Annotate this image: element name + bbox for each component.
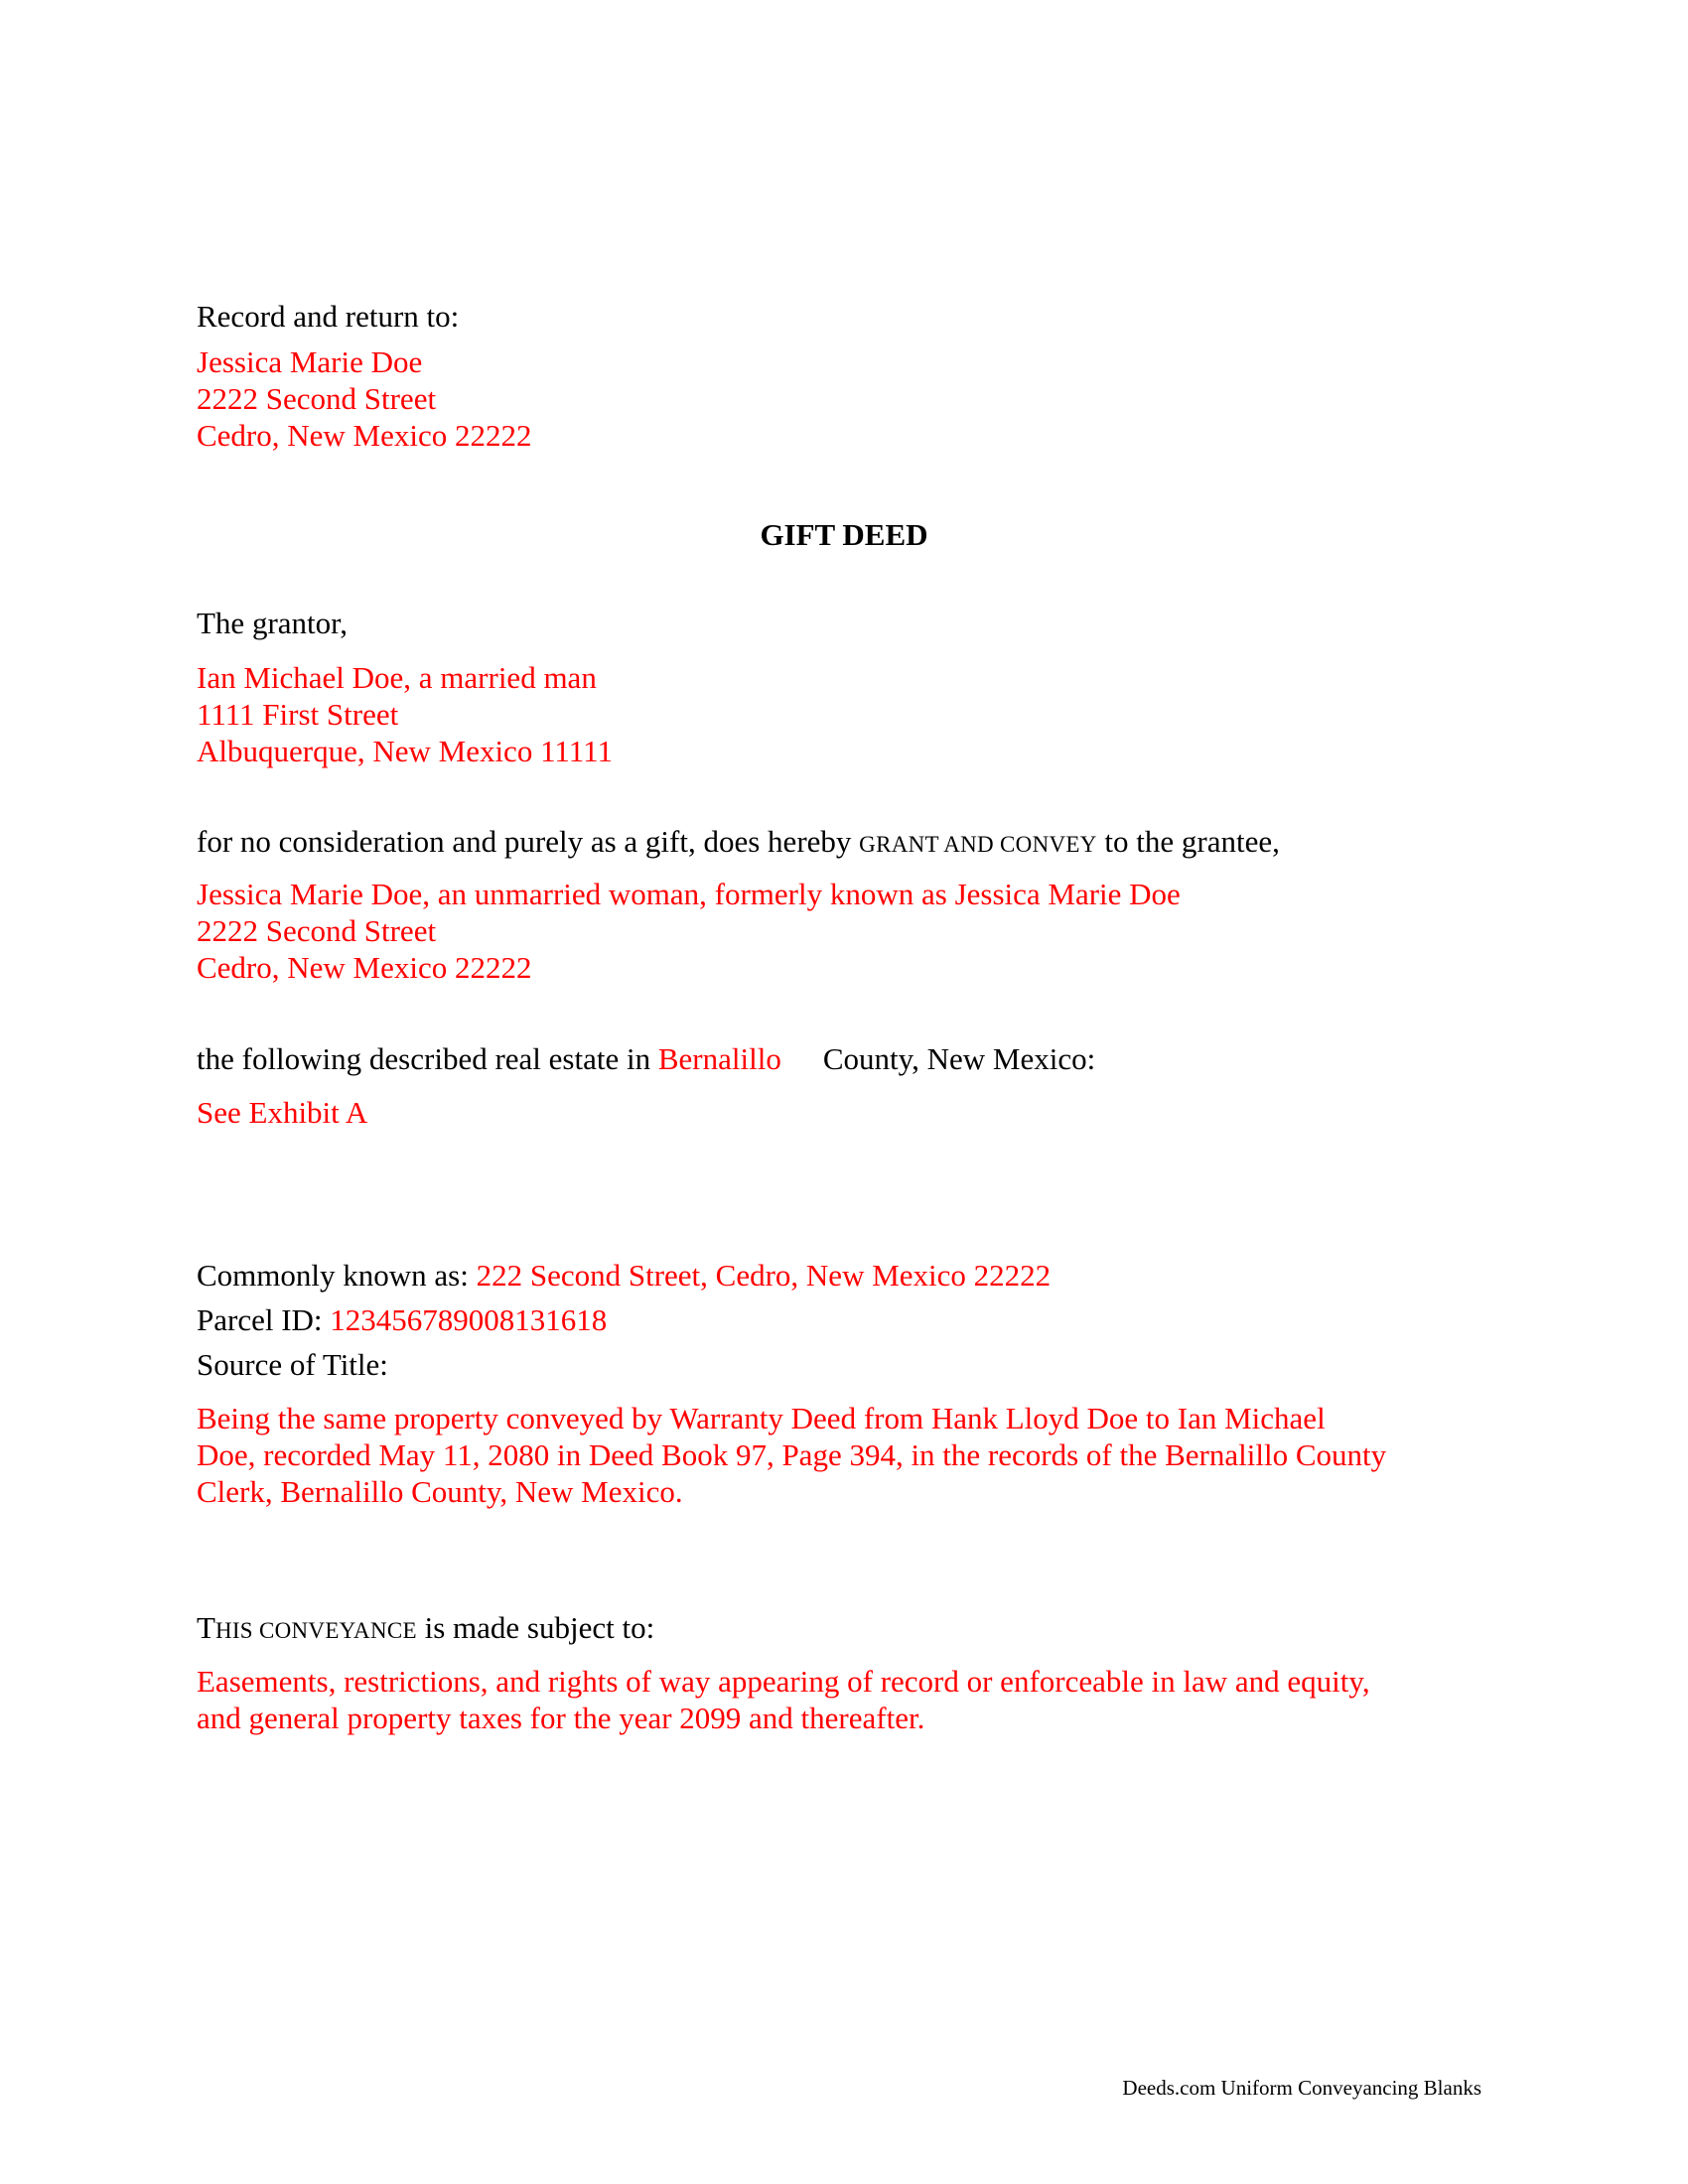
subject-to-label <box>197 1609 654 1649</box>
return-to-city: Cedro, New Mexico 22222 <box>197 418 532 453</box>
grantor-name: Ian Michael Doe, a married man <box>197 660 597 695</box>
parcel-label: Parcel ID: <box>197 1302 331 1337</box>
subject-to-line1: Easements, restrictions, and rights of way appearing of record or enforceable in law and equity, <box>197 1664 1370 1699</box>
return-to-name: Jessica Marie Doe <box>197 344 423 379</box>
subject-to-smallcaps-2: CONVEYANCE <box>252 1618 417 1643</box>
property-intro: the following described real estate in <box>197 1041 658 1076</box>
commonly-known-value: 222 Second Street, Cedro, New Mexico 22222 <box>476 1258 1052 1293</box>
conveyance-text-after: to the grantee, <box>1096 824 1280 859</box>
grantee-name: Jessica Marie Doe, an unmarried woman, formerly known as Jessica Marie Doe <box>197 877 1181 911</box>
grant-and-convey: GRANT AND CONVEY <box>859 832 1097 857</box>
legal-description: See Exhibit A <box>197 1095 368 1130</box>
source-of-title-label: Source of Title: <box>197 1347 388 1382</box>
subject-to-smallcaps-1: HIS <box>214 1618 253 1643</box>
property-intro-line <box>197 1040 1095 1077</box>
grantor-label: The grantor, <box>197 606 348 640</box>
subject-to-rest: is made subject to: <box>416 1610 655 1645</box>
grantee-city: Cedro, New Mexico 22222 <box>197 950 532 985</box>
source-of-title-line3: Clerk, Bernalillo County, New Mexico. <box>197 1474 683 1509</box>
subject-to-line2: and general property taxes for the year 2099 and thereafter. <box>197 1701 925 1735</box>
footer-credit: Deeds.com Uniform Conveyancing Blanks <box>1122 2076 1481 2100</box>
commonly-known-label: Commonly known as: <box>197 1258 477 1293</box>
source-of-title-line1: Being the same property conveyed by Warranty Deed from Hank Lloyd Doe to Ian Michael <box>197 1401 1326 1435</box>
grantor-street: 1111 First Street <box>197 697 399 732</box>
parcel-id-value: 123456789008131618 <box>330 1302 608 1337</box>
page-title: GIFT DEED <box>760 517 928 552</box>
return-to-street: 2222 Second Street <box>197 381 437 416</box>
grantor-city: Albuquerque, New Mexico 11111 <box>197 734 613 768</box>
conveyance-clause <box>197 823 1280 863</box>
grantee-street: 2222 Second Street <box>197 913 437 948</box>
county-name: Bernalillo <box>657 1041 781 1076</box>
commonly-known-line <box>197 1257 1051 1294</box>
parcel-id-line <box>197 1301 607 1338</box>
subject-to-cap: T <box>197 1610 215 1645</box>
return-to-label: Record and return to: <box>197 299 460 334</box>
conveyance-text-before: for no consideration and purely as a gift, does hereby <box>197 824 860 859</box>
county-suffix: County, New Mexico: <box>822 1041 1096 1076</box>
source-of-title-line2: Doe, recorded May 11, 2080 in Deed Book 97, Page 394, in the records of the Bernalillo County <box>197 1437 1387 1472</box>
